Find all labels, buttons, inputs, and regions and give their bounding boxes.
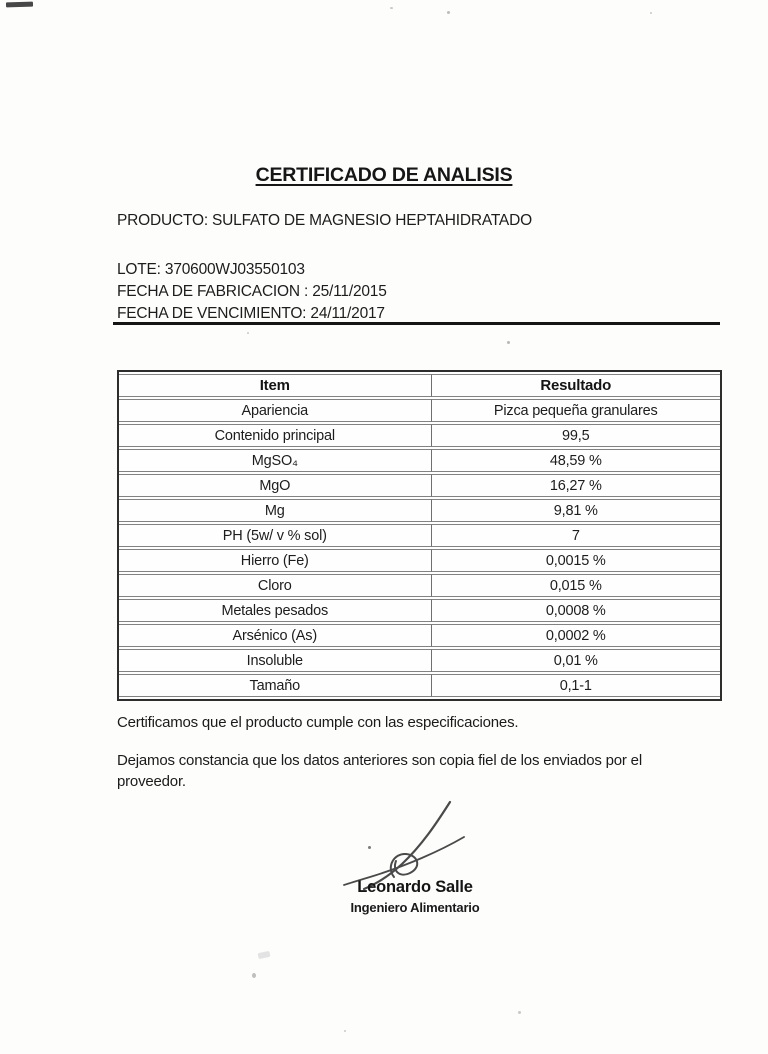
corner-scan-mark — [6, 2, 33, 8]
result-cell: 9,81 % — [432, 499, 721, 522]
result-cell: 99,5 — [432, 424, 721, 447]
horizontal-divider-rule — [113, 322, 720, 325]
fabrication-date-line: FECHA DE FABRICACION : 25/11/2015 — [117, 283, 387, 300]
table-row — [119, 424, 720, 447]
table-header-resultado: Resultado — [432, 374, 721, 397]
analysis-table-body — [119, 399, 720, 697]
item-cell: Apariencia — [119, 399, 432, 422]
signer-name: Leonardo Salle — [357, 878, 473, 896]
lot-line: LOTE: 370600WJ03550103 — [117, 261, 305, 278]
item-cell: MgO — [119, 474, 432, 497]
scan-speck — [252, 973, 256, 978]
table-row — [119, 399, 720, 422]
lot-info-block — [117, 259, 387, 325]
item-cell: Metales pesados — [119, 599, 432, 622]
item-cell: Mg — [119, 499, 432, 522]
result-cell: 16,27 % — [432, 474, 721, 497]
item-cell: Arsénico (As) — [119, 624, 432, 647]
result-cell: 0,015 % — [432, 574, 721, 597]
scan-speck — [507, 341, 510, 344]
table-row — [119, 549, 720, 572]
scan-speck — [258, 951, 271, 959]
result-cell: 48,59 % — [432, 449, 721, 472]
item-cell: Contenido principal — [119, 424, 432, 447]
page-title: CERTIFICADO DE ANALISIS — [255, 164, 513, 186]
item-cell: Insoluble — [119, 649, 432, 672]
table-row — [119, 474, 720, 497]
result-cell: 7 — [432, 524, 721, 547]
signer-title: Ingeniero Alimentario — [350, 900, 480, 915]
scan-speck — [390, 7, 393, 9]
expiration-date-line: FECHA DE VENCIMIENTO: 24/11/2017 — [117, 305, 385, 322]
table-row — [119, 649, 720, 672]
analysis-table — [117, 370, 722, 701]
scan-speck — [518, 1011, 521, 1014]
table-row — [119, 574, 720, 597]
result-cell: 0,0008 % — [432, 599, 721, 622]
table-header-row — [119, 374, 720, 397]
result-cell: Pizca pequeña granulares — [432, 399, 721, 422]
scan-speck — [447, 11, 450, 14]
scan-speck — [650, 12, 652, 14]
result-cell: 0,1-1 — [432, 674, 721, 697]
scan-speck — [344, 1030, 346, 1032]
signature-block — [325, 878, 505, 915]
provenance-statement: Dejamos constancia que los datos anteriores son copia fiel de los enviados por el proveedor. — [117, 752, 642, 790]
table-row — [119, 624, 720, 647]
table-header-item: Item — [119, 374, 432, 397]
item-cell: PH (5w/ v % sol) — [119, 524, 432, 547]
item-cell: MgSO₄ — [119, 449, 432, 472]
scan-speck — [247, 332, 249, 334]
result-cell: 0,0002 % — [432, 624, 721, 647]
table-row — [119, 524, 720, 547]
table-row — [119, 499, 720, 522]
item-cell: Hierro (Fe) — [119, 549, 432, 572]
item-cell: Tamaño — [119, 674, 432, 697]
result-cell: 0,0015 % — [432, 549, 721, 572]
table-row — [119, 674, 720, 697]
result-cell: 0,01 % — [432, 649, 721, 672]
table-row — [119, 449, 720, 472]
item-cell: Cloro — [119, 574, 432, 597]
table-row — [119, 599, 720, 622]
certification-statement: Certificamos que el producto cumple con las especificaciones. — [117, 714, 519, 731]
product-line: PRODUCTO: SULFATO DE MAGNESIO HEPTAHIDRATADO — [117, 212, 532, 229]
